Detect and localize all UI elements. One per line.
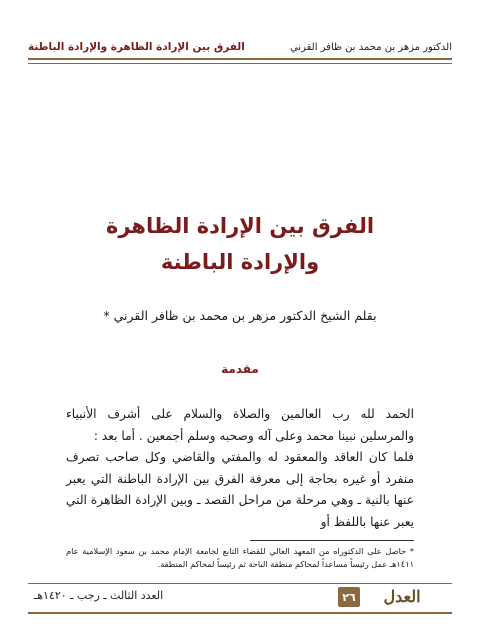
footnote: * حاصل على الدكتوراه من المعهد العالي للقضاء التابع لجامعة الإمام محمد بن سعود الإسلامية عام ١٤١١هـ عمل رئيساً مساعداً لمحاكم منطقة الباحة ثم رئيساً لمحاكم المنطقة. (66, 546, 414, 569)
article-title-line2: والإرادة الباطنة (160, 250, 320, 274)
footer-rule-thin (28, 583, 452, 584)
author-byline: بقلم الشيخ الدكتور مزهر بن محمد بن ظافر القرني * (103, 308, 377, 323)
body-text (66, 404, 414, 533)
journal-logo: العدل (383, 587, 421, 606)
footer-rule (28, 612, 452, 614)
running-header (28, 38, 452, 56)
header-rule (28, 58, 452, 60)
header-rule-thin (28, 63, 452, 64)
page-number: ٢٦ (338, 587, 360, 607)
section-heading: مقدمة (221, 362, 259, 376)
paragraph-1: الحمد لله رب العالمين والصلاة والسلام على أشرف الأنبياء والمرسلين نبينا محمد وعلى آله وصحبه وسلم أجمعين . أما بعد : (66, 407, 414, 443)
article-title (40, 208, 440, 280)
running-header-title: الفرق بين الإرادة الظاهرة والإرادة الباطنة (28, 41, 245, 53)
running-header-author: الدكتور مزهر بن محمد بن ظافر القرني (289, 41, 452, 53)
paragraph-2: فلما كان العاقد والمعقود له والمفتي والقاضي وكل صاحب تصرف منفرد أو غيره بحاجة إلى معرفة الفرق بين الإرادة الباطنة التي يعبر عنها بالنية ـ وهي مرحلة من مراحل القصد ـ وبين الإرادة الظاهرة التي يعبر عنها باللفظ أو (66, 450, 414, 529)
footnote-divider (250, 540, 414, 541)
issue-info: العدد الثالث ـ رجب ـ ١٤٢٠هـ (34, 589, 164, 602)
article-title-line1: الفرق بين الإرادة الظاهرة (105, 214, 375, 238)
